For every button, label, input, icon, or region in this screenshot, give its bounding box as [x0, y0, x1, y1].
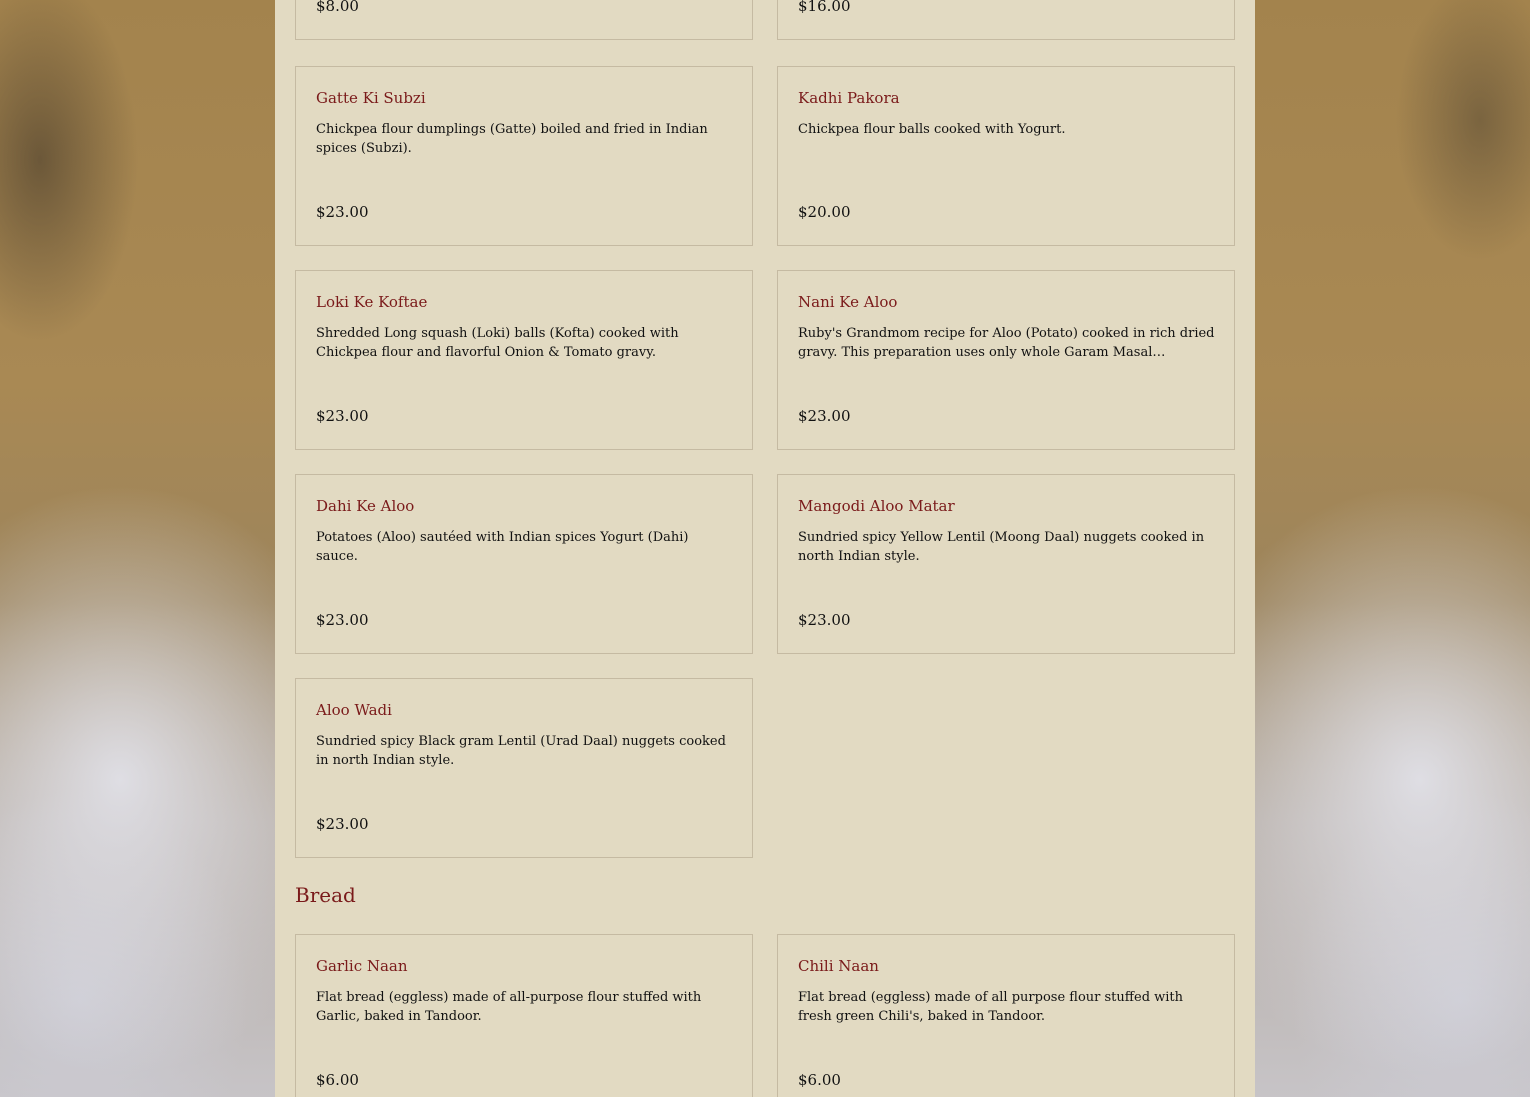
dish-price: $6.00 [316, 1071, 359, 1089]
dish-price: $23.00 [316, 815, 369, 833]
menu-item-card[interactable] [295, 0, 753, 40]
dish-name: Gatte Ki Subzi [316, 89, 426, 107]
menu-panel [275, 0, 1255, 1097]
dish-name: Kadhi Pakora [798, 89, 900, 107]
menu-item-card[interactable] [777, 474, 1235, 654]
dish-description: Ruby's Grandmom recipe for Aloo (Potato) cooked in rich dried gravy. This preparation uses only whole Garam Masal… [798, 326, 1215, 360]
dish-price: $23.00 [316, 203, 369, 221]
section-title-bread: Bread [295, 883, 356, 907]
menu-item-card[interactable] [777, 934, 1235, 1097]
dish-price: $23.00 [798, 611, 851, 629]
dish-name: Garlic Naan [316, 957, 408, 975]
menu-item-card[interactable] [295, 474, 753, 654]
dish-name: Loki Ke Koftae [316, 293, 428, 311]
dish-description: Flat bread (eggless) made of all purpose flour stuffed with fresh green Chili's, baked in Tandoor. [798, 990, 1184, 1024]
dish-description: Potatoes (Aloo) sautéed with Indian spices Yogurt (Dahi) sauce. [316, 530, 689, 564]
dish-name: Chili Naan [798, 957, 879, 975]
dish-price: $23.00 [798, 407, 851, 425]
dish-price: $23.00 [316, 611, 369, 629]
dish-price: $20.00 [798, 203, 851, 221]
menu-item-card[interactable] [295, 678, 753, 858]
dish-price: $16.00 [798, 0, 851, 15]
dish-description: Sundried spicy Black gram Lentil (Urad Daal) nuggets cooked in north Indian style. [316, 734, 726, 768]
menu-item-card[interactable] [295, 270, 753, 450]
dish-description: Sundried spicy Yellow Lentil (Moong Daal) nuggets cooked in north Indian style. [798, 530, 1205, 564]
dish-price: $23.00 [316, 407, 369, 425]
dish-price: $6.00 [798, 1071, 841, 1089]
dish-description: Flat bread (eggless) made of all-purpose flour stuffed with Garlic, baked in Tandoor. [316, 990, 702, 1024]
dish-description: Chickpea flour dumplings (Gatte) boiled and fried in Indian spices (Subzi). [316, 122, 708, 156]
dish-description: Shredded Long squash (Loki) balls (Kofta) cooked with Chickpea flour and flavorful Onion & Tomato gravy. [316, 326, 679, 360]
dish-name: Mangodi Aloo Matar [798, 497, 955, 515]
menu-item-card[interactable] [777, 270, 1235, 450]
menu-item-card[interactable] [777, 66, 1235, 246]
dish-price: $8.00 [316, 0, 359, 15]
menu-item-card[interactable] [295, 934, 753, 1097]
dish-name: Nani Ke Aloo [798, 293, 898, 311]
menu-item-card[interactable] [295, 66, 753, 246]
dish-name: Aloo Wadi [316, 701, 392, 719]
dish-description: Chickpea flour balls cooked with Yogurt. [798, 122, 1066, 137]
dish-name: Dahi Ke Aloo [316, 497, 415, 515]
menu-item-card[interactable] [777, 0, 1235, 40]
